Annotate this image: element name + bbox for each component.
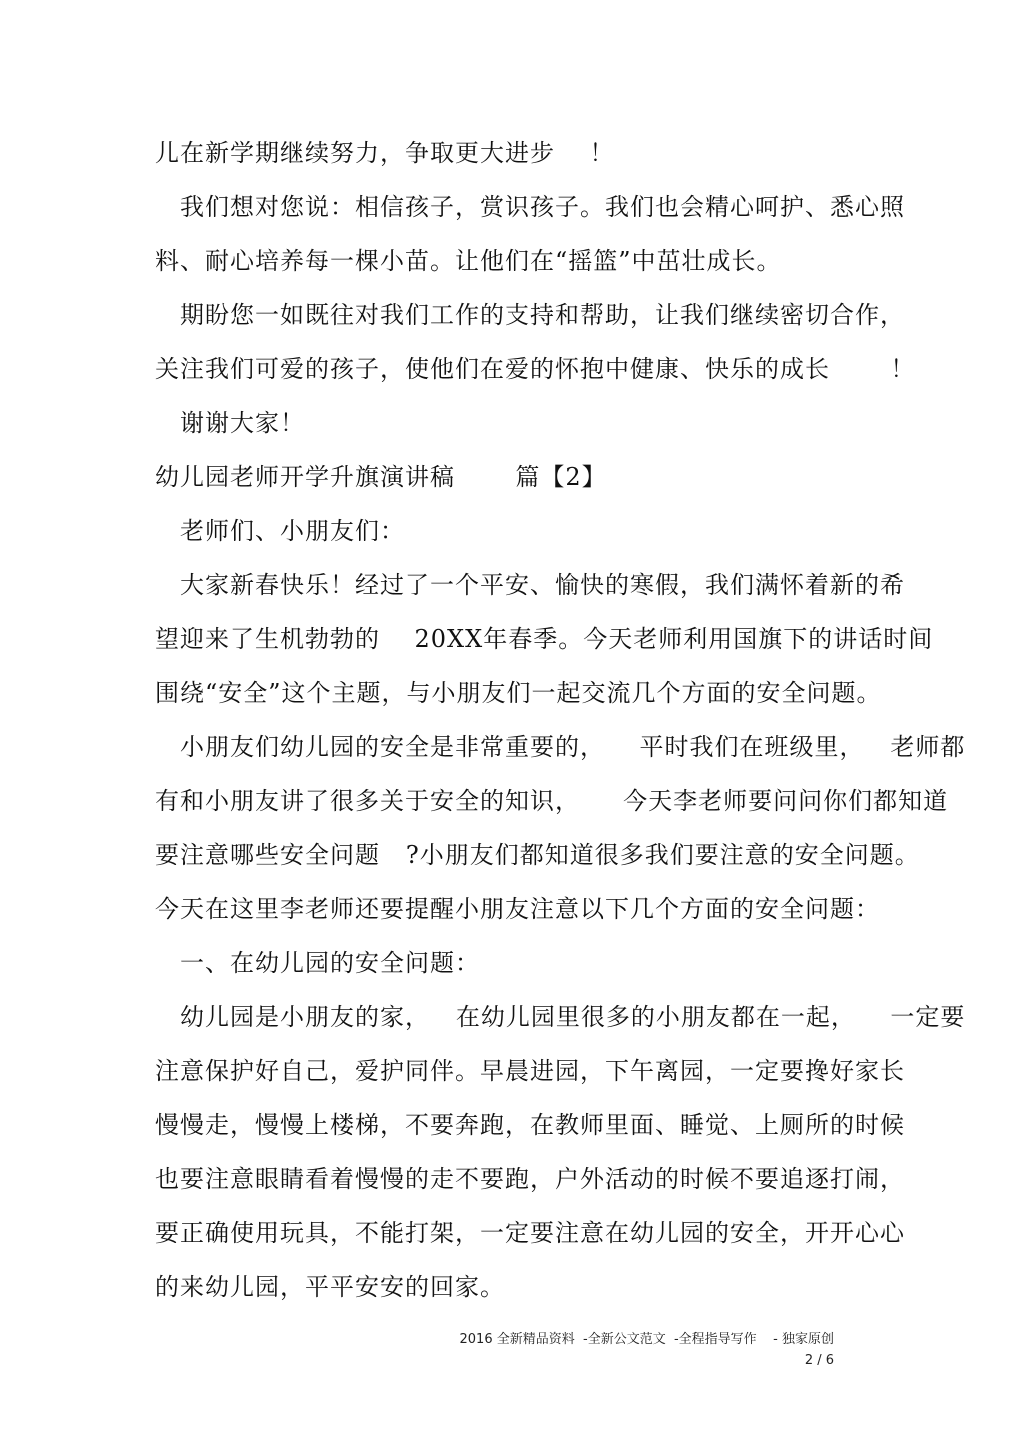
text-line: 要注意哪些安全问题 ?小朋友们都知道很多我们要注意的安全问题。: [155, 841, 920, 869]
section-heading: 幼儿园老师开学升旗演讲稿 篇【2】: [155, 463, 607, 491]
text-line: 大家新春快乐！经过了一个平安、愉快的寒假，我们满怀着新的希: [180, 571, 905, 599]
text-line: 儿在新学期继续努力，争取更大进步 ！: [155, 139, 615, 167]
text-line: 有和小朋友讲了很多关于安全的知识， 今天李老师要问问你们都知道: [155, 787, 949, 815]
text-line: 一、在幼儿园的安全问题：: [180, 949, 480, 977]
text-line: 谢谢大家！: [180, 409, 305, 437]
text-line: 期盼您一如既往对我们工作的支持和帮助，让我们继续密切合作，: [180, 301, 905, 329]
text-line: 也要注意眼睛看着慢慢的走不要跑，户外活动的时候不要追逐打闹，: [155, 1165, 905, 1193]
text-line: 今天在这里李老师还要提醒小朋友注意以下几个方面的安全问题：: [155, 895, 880, 923]
text-line: 围绕“安全”这个主题，与小朋友们一起交流几个方面的安全问题。: [155, 679, 882, 707]
page-number: 2 / 6: [804, 1353, 834, 1368]
text-line: 要正确使用玩具，不能打架，一定要注意在幼儿园的安全，开开心心: [155, 1219, 905, 1247]
text-line: 的来幼儿园，平平安安的回家。: [155, 1273, 505, 1301]
text-line: 幼儿园是小朋友的家， 在幼儿园里很多的小朋友都在一起， 一定要: [180, 1003, 966, 1031]
text-line: 老师们、小朋友们：: [180, 517, 405, 545]
text-line: 小朋友们幼儿园的安全是非常重要的， 平时我们在班级里， 老师都: [180, 733, 966, 761]
text-line: 我们想对您说：相信孩子，赏识孩子。我们也会精心呵护、悉心照: [180, 193, 905, 221]
text-line: 望迎来了生机勃勃的 20XX年春季。今天老师利用国旗下的讲话时间: [155, 625, 934, 653]
footer-tagline: 2016 全新精品资料 -全新公文范文 -全程指导写作 - 独家原创: [459, 1332, 834, 1347]
text-line: 料、耐心培养每一棵小苗。让他们在“摇篮”中茁壮成长。: [155, 247, 782, 275]
text-line: 注意保护好自己，爱护同伴。早晨进园，下午离园，一定要搀好家长: [155, 1057, 905, 1085]
text-line: 关注我们可爱的孩子，使他们在爱的怀抱中健康、快乐的成长 ！: [155, 355, 916, 383]
text-line: 慢慢走，慢慢上楼梯，不要奔跑，在教师里面、睡觉、上厕所的时候: [155, 1111, 905, 1139]
